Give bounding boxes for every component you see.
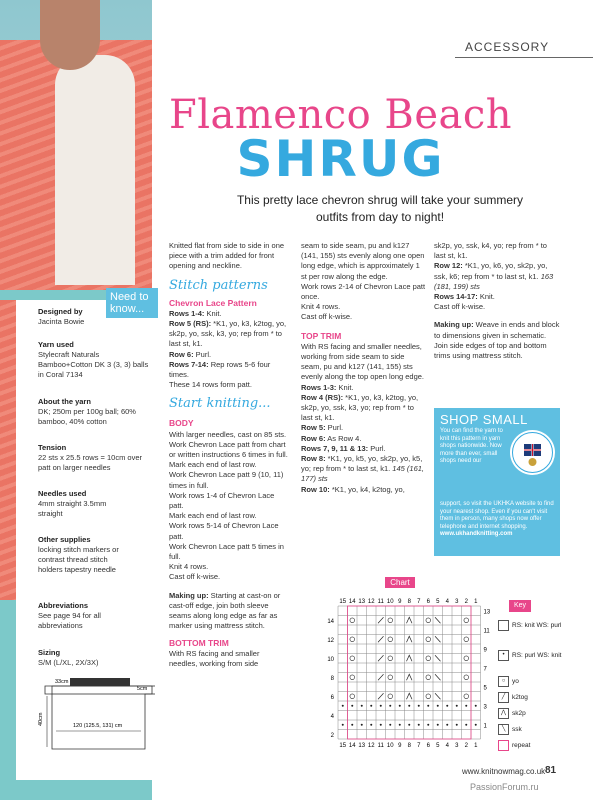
schematic-right-label: 5cm — [137, 686, 148, 692]
chart-purl-dot — [408, 724, 410, 726]
model-neck — [40, 0, 100, 70]
chevron-heading: Chevron Lace Pattern — [169, 297, 257, 308]
chart-row-label: 4 — [330, 714, 334, 720]
chart-purl-dot — [351, 705, 353, 707]
tension: Tension 22 sts x 25.5 rows = 10cm over patt on larger needles — [38, 443, 143, 472]
chart-row-label: 13 — [483, 609, 491, 616]
chart-k2tog-symbol — [435, 655, 441, 661]
chart-yo-symbol — [426, 656, 431, 661]
ukhka-url[interactable]: www.ukhandknitting.com — [440, 531, 513, 538]
chart-yo-symbol — [350, 694, 355, 699]
chart-yo-symbol — [464, 618, 469, 623]
chart-k2tog-symbol — [435, 674, 441, 680]
chart-row-label: 7 — [483, 666, 487, 673]
need-to-know-tab: Need to know... — [106, 288, 158, 318]
chart-purl-dot — [389, 705, 391, 707]
chart-purl-dot — [399, 705, 401, 707]
top-trim-text: With RS facing and smaller needles, working from side seam to side seam, pu and k127 (141, 155) sts evenly along the top open long edge. — [301, 341, 425, 382]
chart-col-label: 7 — [417, 743, 421, 749]
chart-yo-symbol — [464, 637, 469, 642]
chart-col-label: 15 — [339, 743, 347, 749]
column-3 — [434, 241, 560, 361]
chart-col-label: 3 — [455, 599, 459, 605]
chart-purl-dot — [389, 724, 391, 726]
chart-col-label: 3 — [455, 743, 459, 749]
chart-yo-symbol — [350, 618, 355, 623]
rows-1-4: Rows 1-4: Knit. — [169, 308, 222, 318]
column-1 — [169, 241, 289, 669]
key-repeat: repeat — [498, 740, 530, 751]
body-line: Work rows 5-14 of Chevron Lace patt. — [169, 521, 279, 541]
chart-purl-dot — [427, 724, 429, 726]
chart-col-label: 6 — [426, 599, 430, 605]
body-line: Mark each end of last row. — [169, 511, 257, 521]
top-trim-heading: TOP TRIM — [301, 330, 342, 341]
chart-sk2p-symbol — [407, 674, 413, 680]
intro-paragraph: Knitted flat from side to side in one piece with a trim added for front opening and neckline. — [169, 241, 285, 271]
chart-purl-dot — [370, 705, 372, 707]
chart-row-label: 3 — [483, 704, 487, 711]
chart-col-label: 1 — [474, 599, 478, 605]
top-rows-1-3: Rows 1-3: Knit. — [301, 382, 354, 392]
row-6: Row 6: Purl. — [169, 349, 212, 359]
chart-label: Chart — [385, 577, 415, 588]
schematic-width-label: 120 (125.5, 131) cm — [73, 723, 123, 729]
chart-col-label: 15 — [339, 599, 347, 605]
chart-yo-symbol — [464, 675, 469, 680]
chart-yo-symbol — [388, 618, 393, 623]
chart-purl-dot — [370, 724, 372, 726]
chart-row-label: 8 — [330, 676, 334, 682]
top-row-10: Row 10: *K1, yo, k4, k2tog, yo, — [301, 484, 405, 494]
top-row-5: Row 5: Purl. — [301, 423, 344, 433]
key-ssk: ╲ ssk — [498, 724, 522, 735]
chart-purl-dot — [465, 705, 467, 707]
chart-col-label: 8 — [407, 743, 411, 749]
sizing: Sizing S/M (L/XL, 2X/3X) — [38, 648, 99, 667]
chart-k2tog-symbol — [435, 617, 441, 623]
chart-col-label: 10 — [386, 599, 394, 605]
column-2 — [301, 241, 426, 495]
making-up-1: Making up: Starting at cast-on or cast-off edge, join both sleeve seams along long edge as far as marker using mattress stitch. — [169, 590, 281, 631]
body-line: Knit 4 rows. — [169, 562, 209, 572]
chart-col-label: 4 — [445, 743, 449, 749]
patt-form: These 14 rows form patt. — [169, 380, 252, 390]
chart-purl-dot — [380, 724, 382, 726]
chart-row-label: 5 — [483, 685, 487, 692]
chart-purl-dot — [427, 705, 429, 707]
chart-col-label: 13 — [358, 743, 366, 749]
page-number: 81 — [545, 765, 557, 776]
chart-col-label: 14 — [348, 599, 356, 605]
chart-sk2p-symbol — [407, 693, 413, 699]
chart-col-label: 9 — [398, 599, 402, 605]
title-line-1: Flamenco Beach — [168, 92, 513, 138]
bottom-castoff: Cast off k-wise. — [301, 312, 353, 322]
start-knitting-heading: Start knitting... — [169, 396, 271, 412]
chart-yo-symbol — [464, 656, 469, 661]
chart-yo-symbol — [350, 656, 355, 661]
chart-ssk-symbol — [378, 617, 384, 623]
chart-k2tog-symbol — [435, 693, 441, 699]
shop-small-text-1: You can find the yarn to knit this pattern in yarn shops nationwide. Now more than ever, small shops need our — [440, 428, 503, 465]
top-row-4: Row 4 (RS): *K1, yo, k3, k2tog, yo, sk2p, yo, ssk, k3, yo; rep from * to last st, k1. — [301, 392, 419, 423]
chart-yo-symbol — [350, 637, 355, 642]
chart-sk2p-symbol — [407, 655, 413, 661]
chart-ssk-symbol — [378, 655, 384, 661]
needles-used: Needles used 4mm straight 3.5mm straight — [38, 489, 107, 518]
chart-purl-dot — [465, 724, 467, 726]
chart-yo-symbol — [426, 675, 431, 680]
rows-7-14: Rows 7-14: Rep rows 5-6 four times. — [169, 359, 271, 380]
key-k2tog: ╱ k2tog — [498, 692, 528, 703]
chart-row-label: 14 — [327, 619, 334, 625]
chart-row-label: 10 — [327, 657, 334, 663]
chart-col-label: 7 — [417, 599, 421, 605]
chart-yo-symbol — [426, 618, 431, 623]
chart-col-label: 2 — [464, 743, 468, 749]
schematic-left-label: 40cm — [38, 712, 44, 726]
body-line: Work Chevron Lace patt 5 times in full. — [169, 541, 284, 562]
chart-purl-dot — [446, 724, 448, 726]
category-label: ACCESSORY — [465, 40, 550, 54]
chart-col-label: 4 — [445, 599, 449, 605]
schematic-diagram — [30, 674, 155, 754]
chart-purl-dot — [456, 705, 458, 707]
key-knit: RS: knit WS: purl — [498, 620, 561, 631]
chart-col-label: 14 — [348, 743, 356, 749]
ukhka-logo-icon — [510, 430, 555, 475]
category-rule — [455, 57, 593, 58]
abbreviations: Abbreviations See page 94 for all abbreviations — [38, 601, 101, 630]
chart-purl-dot — [418, 724, 420, 726]
key-purl: • RS: purl WS: knit — [498, 650, 561, 661]
chart-purl-dot — [351, 724, 353, 726]
chart-sk2p-symbol — [407, 636, 413, 642]
chart-sk2p-symbol — [407, 617, 413, 623]
chart-purl-dot — [437, 724, 439, 726]
footer-url: www.knitnowmag.co.uk — [462, 767, 546, 776]
stitch-patterns-heading: Stitch patterns — [169, 277, 268, 293]
intro-text: This pretty lace chevron shrug will take your summery outfits from day to night! — [236, 193, 524, 224]
chart-ssk-symbol — [378, 693, 384, 699]
chart-yo-symbol — [426, 637, 431, 642]
chart-row-label: 11 — [483, 628, 490, 635]
bottom-knit4: Knit 4 rows. — [301, 302, 341, 312]
chart-row-label: 2 — [330, 733, 334, 739]
row-5: Row 5 (RS): *K1, yo, k3, k2tog, yo, sk2p, yo, ssk, k3, yo; rep from * to last st, k1. — [169, 319, 287, 349]
chart-purl-dot — [342, 705, 344, 707]
body-line: Work Chevron Lace patt 9 (10, 11) times in full. — [169, 470, 284, 490]
chart-purl-dot — [342, 724, 344, 726]
bottom-rows: Work rows 2-14 of Chevron Lace patt once. — [301, 281, 426, 302]
key-yo: ○ yo — [498, 676, 519, 687]
chart-purl-dot — [475, 705, 477, 707]
chart-col-label: 2 — [464, 599, 468, 605]
chart-col-label: 8 — [407, 599, 411, 605]
chart-purl-dot — [399, 724, 401, 726]
chart-col-label: 9 — [398, 743, 402, 749]
chart-yo-symbol — [350, 675, 355, 680]
chart-yo-symbol — [388, 656, 393, 661]
about-yarn: About the yarn DK; 250m per 100g ball; 60% bamboo, 40% cotton — [38, 397, 136, 426]
chart-col-label: 5 — [436, 599, 440, 605]
chart-purl-dot — [437, 705, 439, 707]
stitch-chart — [325, 592, 495, 757]
bottom-trim-cont: seam to side seam, pu and k127 (141, 155) sts evenly along one open long edge, which is approximately 1 st per row along the edge. — [301, 241, 425, 281]
chart-k2tog-symbol — [435, 636, 441, 642]
chart-purl-dot — [408, 705, 410, 707]
key-label: Key — [509, 600, 531, 612]
chart-purl-dot — [456, 724, 458, 726]
bottom-trim-text: With RS facing and smaller needles, working from side — [169, 648, 260, 668]
body-line: Mark each end of last row. — [169, 460, 257, 470]
chart-yo-symbol — [464, 694, 469, 699]
designed-by: Designed by Jacinta Bowie — [38, 307, 85, 326]
body-line: Cast off k-wise. — [169, 572, 221, 582]
chart-col-label: 11 — [377, 599, 384, 605]
top-row-12: Row 12: *K1, yo, k6, yo, sk2p, yo, ssk, k6; rep from * to last st, k1. 163 (181, 199) sts — [434, 261, 554, 291]
top-rows-odd: Rows 7, 9, 11 & 13: Purl. — [301, 443, 386, 453]
shop-small-title: SHOP SMALL — [440, 412, 528, 427]
chart-col-label: 13 — [358, 599, 366, 605]
chart-row-label: 9 — [483, 647, 487, 654]
top-rows-14-17: Rows 14-17: Knit. — [434, 292, 495, 302]
chart-purl-dot — [380, 705, 382, 707]
chart-ssk-symbol — [378, 636, 384, 642]
chart-yo-symbol — [426, 694, 431, 699]
body-heading: BODY — [169, 418, 194, 429]
chart-purl-dot — [475, 724, 477, 726]
chart-purl-dot — [418, 705, 420, 707]
chart-col-label: 12 — [367, 743, 375, 749]
top-castoff: Cast off k-wise. — [434, 302, 486, 312]
chart-yo-symbol — [388, 675, 393, 680]
making-up-2: Making up: Weave in ends and block to dimensions given in schematic. Join side edges of top and bottom trims using mattress stitch. — [434, 320, 560, 361]
yarn-used: Yarn used Stylecraft Naturals Bamboo+Cotton DK 3 (3, 3) balls in Coral 7134 — [38, 340, 149, 379]
chart-col-label: 12 — [367, 599, 375, 605]
bottom-trim-heading: BOTTOM TRIM — [169, 637, 229, 648]
schematic-top-label: 33cm — [55, 679, 69, 685]
key-sk2p: ⋀ sk2p — [498, 708, 526, 719]
body-line: With larger needles, cast on 85 sts. — [169, 429, 287, 439]
chart-col-label: 6 — [426, 743, 430, 749]
chart-row-label: 1 — [483, 723, 487, 730]
chart-ssk-symbol — [378, 674, 384, 680]
chart-col-label: 11 — [377, 743, 384, 749]
top-row-6: Row 6: As Row 4. — [301, 433, 362, 443]
ukhka-logo — [510, 430, 555, 475]
chart-row-label: 6 — [330, 695, 334, 701]
chart-purl-dot — [446, 705, 448, 707]
chart-col-label: 5 — [436, 743, 440, 749]
other-supplies: Other supplies locking stitch markers or contrast thread stitch holders tapestry needle — [38, 535, 119, 574]
chart-col-label: 10 — [386, 743, 394, 749]
body-line: Work Chevron Lace patt from chart or written instructions 6 times in full. — [169, 439, 288, 460]
chart-col-label: 1 — [474, 743, 478, 749]
watermark: PassionForum.ru — [470, 782, 539, 792]
row-10-cont: sk2p, yo, ssk, k4, yo; rep from * to last st, k1. — [434, 241, 547, 261]
chart-yo-symbol — [388, 637, 393, 642]
chart-purl-dot — [361, 724, 363, 726]
body-line: Work rows 1-4 of Chevron Lace patt. — [169, 490, 275, 511]
top-row-8: Row 8: *K1, yo, k5, yo, sk2p, yo, k5, yo; rep from * to last st, k1. 145 (161, 177) sts — [301, 454, 424, 484]
title-line-2: SHRUG — [236, 130, 445, 188]
chart-yo-symbol — [388, 694, 393, 699]
chart-purl-dot — [361, 705, 363, 707]
chart-row-label: 12 — [327, 638, 334, 644]
shop-small-text-2: support, so visit the UKHKA website to find your nearest shop. Even if you can't visit them in person, many shops now offer telephone and internet shopping. www.ukhandknitting.com — [440, 501, 554, 538]
